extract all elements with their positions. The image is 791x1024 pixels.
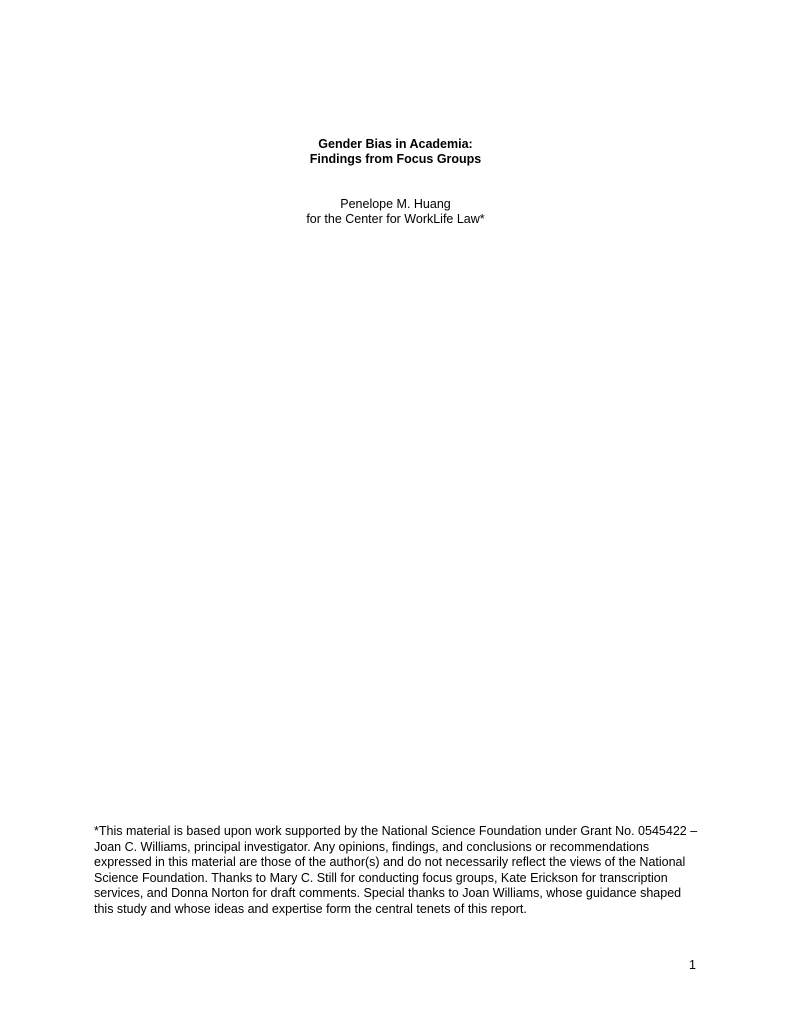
page-number: 1 [689,958,696,972]
author-block [0,197,791,227]
author-affiliation: for the Center for WorkLife Law* [306,212,485,226]
footnote: *This material is based upon work supported by the National Science Foundation under Grant No. 0545422 – Joan C. Williams, principal investigator. Any opinions, findings, and conclusions or recommendations expressed in this material are those of the author(s) and do not necessarily reflect the views of the National Science Foundation. Thanks to Mary C. Still for conducting focus groups, Kate Erickson for transcription services, and Donna Norton for draft comments. Special thanks to Joan Williams, whose guidance shaped this study and whose ideas and expertise form the central tenets of this report. [94,824,698,916]
title-line-1: Gender Bias in Academia: [318,137,473,151]
title-block [0,137,791,167]
title-line-2: Findings from Focus Groups [309,152,482,166]
author-name: Penelope M. Huang [340,197,451,211]
